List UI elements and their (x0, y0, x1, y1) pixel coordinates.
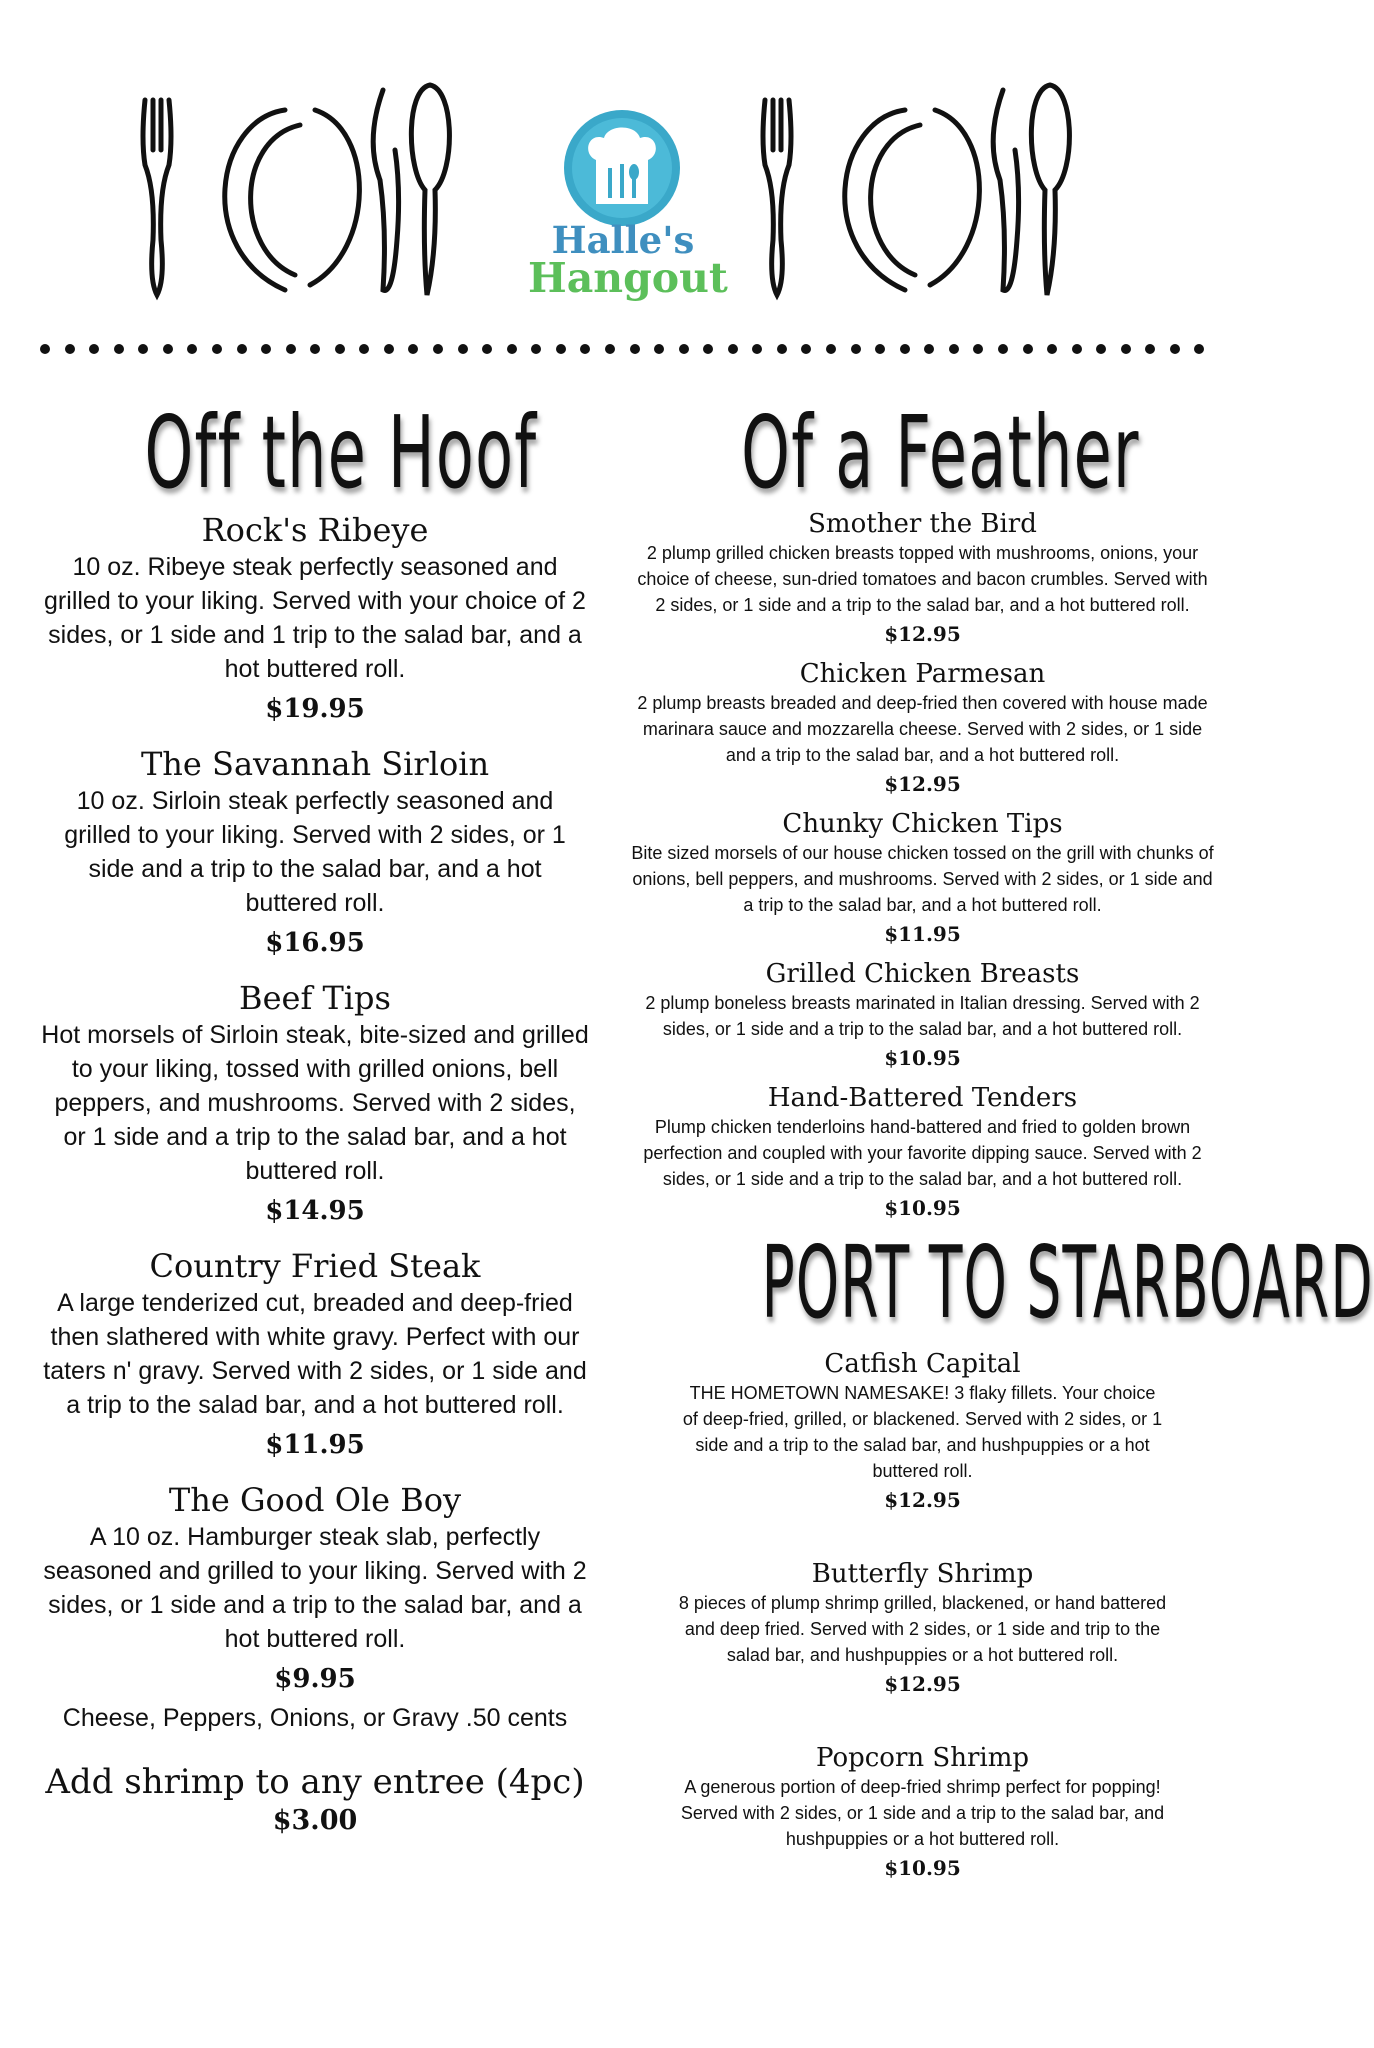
right-column (630, 394, 1374, 1882)
divider-dot (679, 344, 689, 354)
divider-dot (580, 344, 590, 354)
divider-dot (261, 344, 271, 354)
item-name: Smother the Bird (808, 509, 1037, 539)
divider-dot (482, 344, 492, 354)
divider-dot (630, 344, 640, 354)
item-description: A generous portion of deep-fried shrimp perfect for popping! Served with 2 sides, or 1 side and a trip to the salad bar, and hushpuppies or a hot buttered roll. (680, 1777, 1165, 1849)
item-price: $12.95 (884, 1672, 961, 1696)
place-setting-left-icon (125, 80, 485, 310)
menu-item (630, 808, 1215, 948)
logo-line-1: Halle's (551, 218, 695, 262)
divider-dot (531, 344, 541, 354)
divider-dot (40, 344, 50, 354)
divider-dot (998, 344, 1008, 354)
chef-hat-utensils-icon (582, 124, 662, 212)
item-name: Grilled Chicken Breasts (765, 959, 1080, 989)
menu-item (40, 1480, 590, 1696)
divider-dot (212, 344, 222, 354)
item-price: $10.95 (884, 1046, 961, 1070)
divider-dot (286, 344, 296, 354)
menu-item (40, 510, 590, 726)
divider-dot (826, 344, 836, 354)
divider-dot (1170, 344, 1180, 354)
menu-item (40, 1246, 590, 1462)
divider-dot (89, 344, 99, 354)
item-price: $11.95 (265, 1430, 365, 1460)
item-description: Bite sized morsels of our house chicken tossed on the grill with chunks of onions, bell peppers, and mushrooms. Served with 2 sides, or 1 side and a trip to the salad bar, and a hot buttered roll. (631, 843, 1214, 915)
divider-dot (973, 344, 983, 354)
item-name: Butterfly Shrimp (811, 1559, 1034, 1589)
divider-dot (875, 344, 885, 354)
menu-item (630, 958, 1215, 1072)
divider-dot (384, 344, 394, 354)
divider-dot (1096, 344, 1106, 354)
menu-item (630, 1742, 1215, 1882)
item-description: A 10 oz. Hamburger steak slab, perfectly seasoned and grilled to your liking. Served with 2 sides, or 1 side and a trip to the salad bar, and a hot buttered roll. (43, 1523, 587, 1653)
divider-dot (1072, 344, 1082, 354)
divider-dot (801, 344, 811, 354)
divider-dot (187, 344, 197, 354)
divider-dot (949, 344, 959, 354)
item-description: 10 oz. Sirloin steak perfectly seasoned and grilled to your liking. Served with 2 sides, or 1 side and a trip to the salad bar, and a hot buttered roll. (64, 787, 566, 917)
divider-dot (65, 344, 75, 354)
item-price: $16.95 (265, 928, 365, 958)
item-description: Hot morsels of Sirloin steak, bite-sized and grilled to your liking, tossed with grilled onions, bell peppers, and mushrooms. Served with 2 sides, or 1 side and a trip to the salad bar, and a hot buttered roll. (41, 1021, 589, 1185)
item-name: Beef Tips (239, 979, 391, 1017)
divider-dot (163, 344, 173, 354)
item-description: THE HOMETOWN NAMESAKE! 3 flaky fillets. Your choice of deep-fried, grilled, or blackened. Served with 2 sides, or 1 side and a trip to the salad bar, and hushpuppies or a hot buttered roll. (682, 1383, 1163, 1481)
halles-hangout-logo (528, 110, 728, 310)
logo-circle (564, 110, 680, 226)
item-price: $9.95 (274, 1664, 356, 1694)
item-description: Plump chicken tenderloins hand-battered and fried to golden brown perfection and coupled with your favorite dipping sauce. Served with 2 sides, or 1 side and a trip to the salad bar, and a hot buttered roll. (643, 1117, 1202, 1189)
item-name: Rock's Ribeye (201, 511, 429, 549)
addon-price: $3.00 (272, 1805, 358, 1836)
divider-dot (924, 344, 934, 354)
menu-item (630, 658, 1215, 798)
divider-dot (1023, 344, 1033, 354)
item-price: $19.95 (265, 694, 365, 724)
item-name: Popcorn Shrimp (816, 1743, 1029, 1773)
divider-dot (359, 344, 369, 354)
divider-dot (114, 344, 124, 354)
item-price: $12.95 (884, 772, 961, 796)
menu-item (40, 978, 590, 1228)
item-name: Chicken Parmesan (799, 659, 1046, 689)
item-description: 2 plump grilled chicken breasts topped with mushrooms, onions, your choice of cheese, sun-dried tomatoes and bacon crumbles. Served with 2 sides, or 1 side and a trip to the salad bar, and a hot buttered roll. (637, 543, 1208, 615)
divider-dot (458, 344, 468, 354)
item-description: A large tenderized cut, breaded and deep-fried then slathered with white gravy. Perfect with our taters n' gravy. Served with 2 sides, or 1 side and a trip to the salad bar, and a hot buttered roll. (43, 1289, 587, 1419)
logo-line-2: Hangout (528, 254, 728, 302)
item-price: $10.95 (884, 1856, 961, 1880)
item-name: The Good Ole Boy (168, 1481, 462, 1519)
divider-dot (851, 344, 861, 354)
menu-item (630, 1558, 1215, 1698)
divider-dot (900, 344, 910, 354)
divider-dot (728, 344, 738, 354)
divider-dot (556, 344, 566, 354)
section-title-off-the-hoof: Off the Hoof (144, 394, 538, 511)
addon-shrimp: Add shrimp to any entree (4pc) (45, 1762, 585, 1802)
divider-dot (433, 344, 443, 354)
dotted-divider (40, 344, 1205, 356)
item-description: 2 plump breasts breaded and deep-fried then covered with house made marinara sauce and mozzarella cheese. Served with 2 sides, or 1 side and a trip to the salad bar, and a hot buttered roll. (637, 693, 1208, 765)
item-price: $10.95 (884, 1196, 961, 1220)
divider-dot (310, 344, 320, 354)
divider-dot (605, 344, 615, 354)
item-description: 8 pieces of plump shrimp grilled, blackened, or hand battered and deep fried. Served with 2 sides, or 1 side and trip to the salad bar, and hushpuppies or a hot buttered roll. (678, 1593, 1167, 1665)
item-description: 10 oz. Ribeye steak perfectly seasoned and grilled to your liking. Served with your choice of 2 sides, or 1 side and 1 trip to the salad bar, and a hot buttered roll. (44, 553, 586, 683)
divider-dot (703, 344, 713, 354)
section-title-port-to-starboard: PORT TO STARBOARD (761, 1224, 1374, 1341)
menu-header (0, 0, 1242, 330)
item-description: 2 plump boneless breasts marinated in Italian dressing. Served with 2 sides, or 1 side and a trip to the salad bar, and a hot buttered roll. (645, 993, 1200, 1039)
item-price: $12.95 (884, 1488, 961, 1512)
menu-item (630, 1348, 1215, 1514)
menu-item (40, 744, 590, 960)
item-name: Catfish Capital (824, 1349, 1021, 1379)
menu-item (630, 508, 1215, 648)
place-setting-right-icon (745, 80, 1105, 310)
divider-dot (335, 344, 345, 354)
divider-dot (654, 344, 664, 354)
section-title-of-a-feather: Of a Feather (741, 394, 1140, 511)
divider-dot (1145, 344, 1155, 354)
divider-dot (138, 344, 148, 354)
item-name: The Savannah Sirloin (140, 745, 490, 783)
divider-dot (237, 344, 247, 354)
divider-dot (1121, 344, 1131, 354)
item-name: Chunky Chicken Tips (782, 809, 1063, 839)
item-price: $14.95 (265, 1196, 365, 1226)
divider-dot (1194, 344, 1204, 354)
item-name: Hand-Battered Tenders (767, 1083, 1078, 1113)
item-name: Country Fried Steak (149, 1247, 481, 1285)
divider-dot (507, 344, 517, 354)
extras-note: Cheese, Peppers, Onions, or Gravy .50 cents (62, 1704, 568, 1732)
menu-item (630, 1082, 1215, 1222)
item-price: $11.95 (884, 922, 961, 946)
divider-dot (752, 344, 762, 354)
divider-dot (1047, 344, 1057, 354)
divider-dot (408, 344, 418, 354)
item-price: $12.95 (884, 622, 961, 646)
divider-dot (777, 344, 787, 354)
left-column (40, 394, 590, 1838)
